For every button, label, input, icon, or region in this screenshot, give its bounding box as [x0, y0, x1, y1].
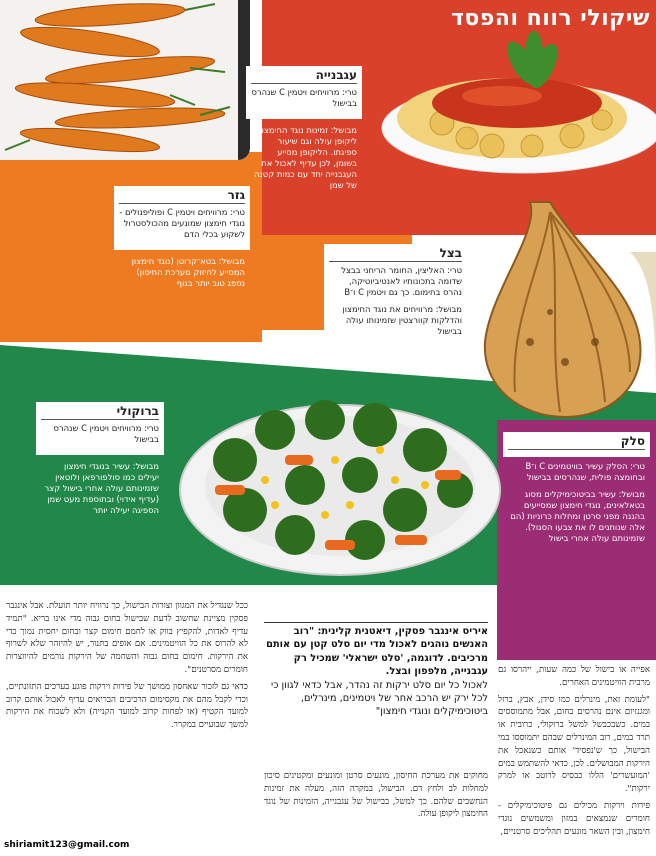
article-column-right — [498, 664, 650, 842]
quote-head: איריס אינגבר פסקין, דיאטנית קלינית: "רוב האנשים נוהגים לאכול מדי יום סלט קטן עם אותם מרכיבים. לדוגמה, 'סלט ישראלי' שמכיל רק עגבנייה, מלפפון ובצל. — [264, 622, 488, 679]
tomato-pro-text: טרי: מרוויחים ויטמין C שנהרס בבישול — [251, 87, 357, 108]
middle-paragraph: מחוקים את מערכת החיסון, מונעים סרטן ומונעים ומקטינים סיכון למחלות לב ולחץ דם. הבישול, במקרה הזה, מעלה את זמינות הנחשבים שלהם. כך למשל, בבישול של עגבנייה, הזמינות של נוגד החימצון ליקופן עולה. — [264, 771, 488, 820]
beet-panel — [497, 428, 656, 648]
onion-pro-text: טרי: האליצין, החומר הריחני בבצל שדומה בתכונותיו לאנטיביוטיקה, נהרס בחימום. כך גם ויטמין C ו־B — [341, 265, 462, 297]
onion-panel — [318, 240, 473, 380]
left-paragraph-2: כדאי גם לזכור שאחסון ממושך של פירות וירקות פוגע בערכים התזונתיים, וכדי לקבל מהם את מקסימום הרכיבים הבריאים עדיף לאכול אותם קרוב למועד הקטיף (או לפחות קרוב למועד הקנייה) ולא לשכוח את הירקות למשך שבועיים במקרר. — [6, 681, 248, 731]
pasta-photo — [372, 28, 656, 178]
dietitian-quote — [264, 622, 488, 719]
page-title: שיקולי רווח והפסד — [450, 6, 650, 31]
article-column-left — [6, 600, 248, 736]
beet-cooked-text: מבושל: עשיר בביטוכימיקלים מסוג בטאלאינים, נוגדי חימצון שמסייעים בהגנה מפני סרטן ומחלות כרוניות (הם אלה שנותנים לו את צבעו הסגול). שזמינותם עולה אחרי בישול — [510, 489, 645, 543]
right-paragraph-1: אפייה או בישול של כמה שעות, ייהרסו גם מרבית הוויטמינים האחרים. — [498, 665, 650, 688]
tomato-cooked-text: מבושל: זמינות נוגד החימצון ליקופן עולה וגם שיעור ספיגתו. הליקופן מסייע בשומן, לכן עדיף לאכול את העגבנייה יחד עם כמות קטנה של שמן — [253, 125, 357, 190]
onion-heading: בצל — [329, 248, 462, 262]
tomato-heading: עגבנייה — [251, 70, 357, 84]
right-paragraph-2: "לעומת זאת, מינרלים כמו סידן, אבץ, ברזל ומגנזיום אינם נהרסים בחום, אבל מתמוססים במים. כשבכבשל למשל ברוקולי, כרובית או תרד במים, רוב המינרלים שבהם יתמוססו במי הבישול, כך ש'נפסיד' אותם כשנאכל את הירקות המבושלים. לכן, כדאי להשתמש במים 'המועשרים' הללו כבסיס לרוטב או למרק ירקות". — [498, 694, 650, 795]
onion-cooked-text: מבושל: מרוויחים את נוגד החימצון והדלקות קוורצטין שזמינותו עולה בבישול — [342, 304, 462, 336]
broccoli-panel — [30, 398, 170, 558]
carrot-cooked-text: מבושל: בטא־קרוטן (נוגד חימצון המסייע לחיזוק מערכת החיסון) נספג טוב יותר בגוף — [131, 256, 245, 288]
beet-pro-text: טרי: הסלק עשיר בוויטמינים C ו־B ובחומצה פולית, שנהרסים בבישול — [525, 461, 645, 482]
beet-heading: סלק — [508, 436, 645, 450]
right-paragraph-3: פירות וירקות מכילים גם פיטוכימיקלים - חומרים שנמצאים במזון ומשמשים נוגדי חימצון, ובין השאר מונעים תהליכים סרטניים, — [498, 800, 650, 837]
left-paragraph-1: ככל שנגדיל את המגוון וצורות הבישול, כך נרוויח יותר תועלת. אבל אינגבר פסקין מציינת שחשוב לדעת שבישול בחום גבוה מדי אינו בריא. "תמיד עדיף לאדות, להקפיץ בווק או לחמם חימום קצר ובחום יחסית נמוך כדי לא להרוס את כל הוויטמינים. אם אופים בתנור, יש להיזהר שלא לשרוף את הירקות. חימום בחום גבוה והשחמה של הירקות גורמים להיווצרות חומרים מסרטנים". — [6, 601, 248, 675]
quote-body: לאכול כל יום סלט ירקות זה נהדר, אבל כדאי לגוון כי לכל ירק יש הרכב אחר של ויטמינים, מינרלים, ביטוכימיקלים ונוגדי חימצון" — [271, 679, 488, 718]
author-email: shiriamit123@gmail.com — [4, 840, 130, 850]
carrot-heading: גזר — [119, 190, 245, 204]
broccoli-plate-photo — [175, 390, 505, 580]
broccoli-cooked-text: מבושל: עשיר בנוגדי חימצון יעילים כמו סולפורפאן ולוטאין שזמינותם עולה אחרי בישול קצר (עדיף אידוי) ובתוספת מעט שמן הספיגה יעילה יותר — [44, 461, 159, 515]
carrot-panel — [108, 182, 256, 332]
tomato-panel — [240, 62, 368, 202]
carrot-pro-text: טרי: מרוויחים ויטמין C ופוליפנולים - נוגדי חימצון שמונעים מהכולסטרול לשקוע בכלי הדם — [119, 207, 245, 239]
article-column-middle — [264, 770, 488, 825]
broccoli-pro-text: טרי: מרוויחים ויטמין C שנהרס בבישול — [53, 423, 159, 444]
carrots-photo — [0, 0, 250, 160]
broccoli-heading: ברוקולי — [41, 406, 159, 420]
